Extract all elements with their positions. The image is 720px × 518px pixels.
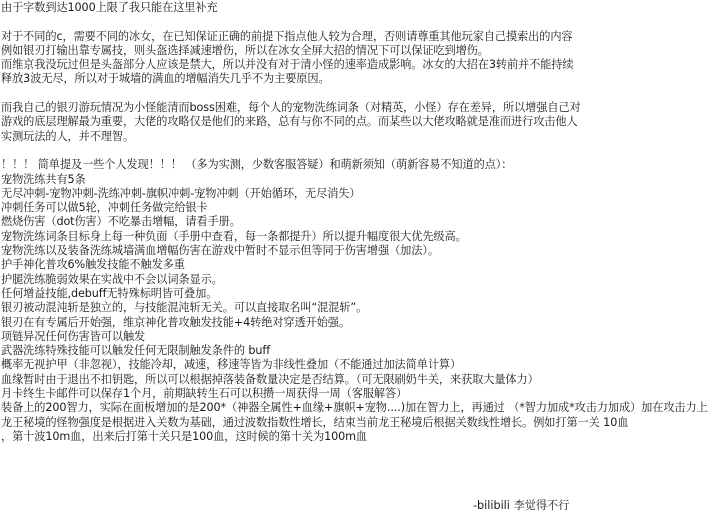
text-line: 护腿洗练脆弱效果在实战中不会以词条显示。 [1,272,223,286]
text-line: 释放3波无尽，所以对于城墙的满血的增幅消失几乎不为主要原因。 [1,72,330,86]
section-heading: ！！！ 简单提及一些个人发现！！！ （多为实测，少数客服答疑）和萌新须知（萌新容易不知道的点）： [1,158,513,172]
text-line: 血缘暂时由于退出不扣钥匙，所以可以根据掉落装备数量决定是否结算。（可无限刷奶牛关，来获取大量体力） [1,372,539,386]
author-signature: -bilibili 李觉得不行 [473,499,570,512]
text-line: 由于字数到达1000上限了我只能在这里补充 [1,1,218,14]
text-line: 宠物洗练共有5条 [1,172,86,186]
text-line: 例如银刃打输出靠专属技，则头盔选择减速增伤，所以在冰女全屏大招的情况下可以保证吃到增伤。 [1,43,489,57]
text-line: 而维京我没玩过但是头盔部分人应该是禁大，所以并没有对于清小怪的速率造成影响。冰女的大招在3转前并不能持续 [1,58,574,72]
blank-line [1,144,720,158]
text-line: 燃烧伤害（dot伤害）不吃暴击增幅，请看手册。 [1,215,241,229]
text-line: 冲刺任务可以做5轮，冲刺任务做完给银卡 [1,201,208,215]
text-line: 游戏的底层理解最为重要，大佬的攻略仅是他们的来路，总有与你不同的点。而某些以大佬攻略就是准而进行攻击他人 [1,115,578,129]
text-line: 项链异况任何伤害皆可以触发 [1,329,146,343]
text-line: 宠物洗练以及装备洗练城墙满血增幅伤害在游戏中暂时不显示但等同于伤害增强（加法）。 [1,244,439,258]
text-line: 对于不同的c，需要不同的冰女，在已知保证正确的前提下指点他人较为合理，否则请尊重其他玩家自己摸索出的内容 [1,29,573,43]
text-line: 护手神化普攻6%触发技能不触发多重 [1,258,185,272]
blank-line [1,15,720,29]
text-line: 实测玩法的人，并不理智。 [1,129,135,143]
text-line: 而我自己的银刃游玩情况为小怪能清而boss困难，每个人的宠物洗练词条（对精英，小怪）存在差异，所以增强自己对 [1,101,581,115]
text-line: 银刃被动混沌斩是独立的，与技能混沌斩无关。可以直接取名叫“混混斩”。 [1,301,368,315]
blank-line [1,87,720,101]
text-line: 银刃在有专属后开始强，维京神化普攻触发技能+4转绝对穿透开始强。 [1,315,350,329]
text-line: ，第十波10m血，出来后打第十关只是100血，这时候的第十关为100m血 [1,429,368,443]
text-line: 宠物洗练词条目标身上每一种负面（手册中查看，每一条都提升）所以提升幅度很大优先级高。 [1,229,467,243]
text-line: 装备上的200智力，实际在面板增加的是200*（神器全属性+血缘+旗帜+宠物....)加在智力上，再通过 （*智力加成*攻击力加成）加在攻击力上 [1,401,708,415]
text-line: 龙王秘境的怪物强度是根据进入关数为基础，通过波数指数性增长，结束当前龙王秘境后根据关数线性增长。例如打第一关 10血 [1,415,629,429]
text-line: 无尽冲刺-宠物冲刺-洗练冲刺-旗帜冲刺-宠物冲刺（开始循环，无尽消失） [1,186,361,200]
text-line: 月卡终生卡邮件可以保存1个月，前期缺转生石可以积攒一周获得一周（客服解答） [1,387,408,401]
text-line: 概率无视护甲（非忽视），技能冷却，减速，移速等皆为非线性叠加（不能通过加法简单计算） [1,358,462,372]
text-line: 武器洗练特殊技能可以触发任何无限制触发条件的 buff [1,344,271,358]
text-line: 任何增益技能,debuff无特殊标明皆可叠加。 [1,286,218,300]
